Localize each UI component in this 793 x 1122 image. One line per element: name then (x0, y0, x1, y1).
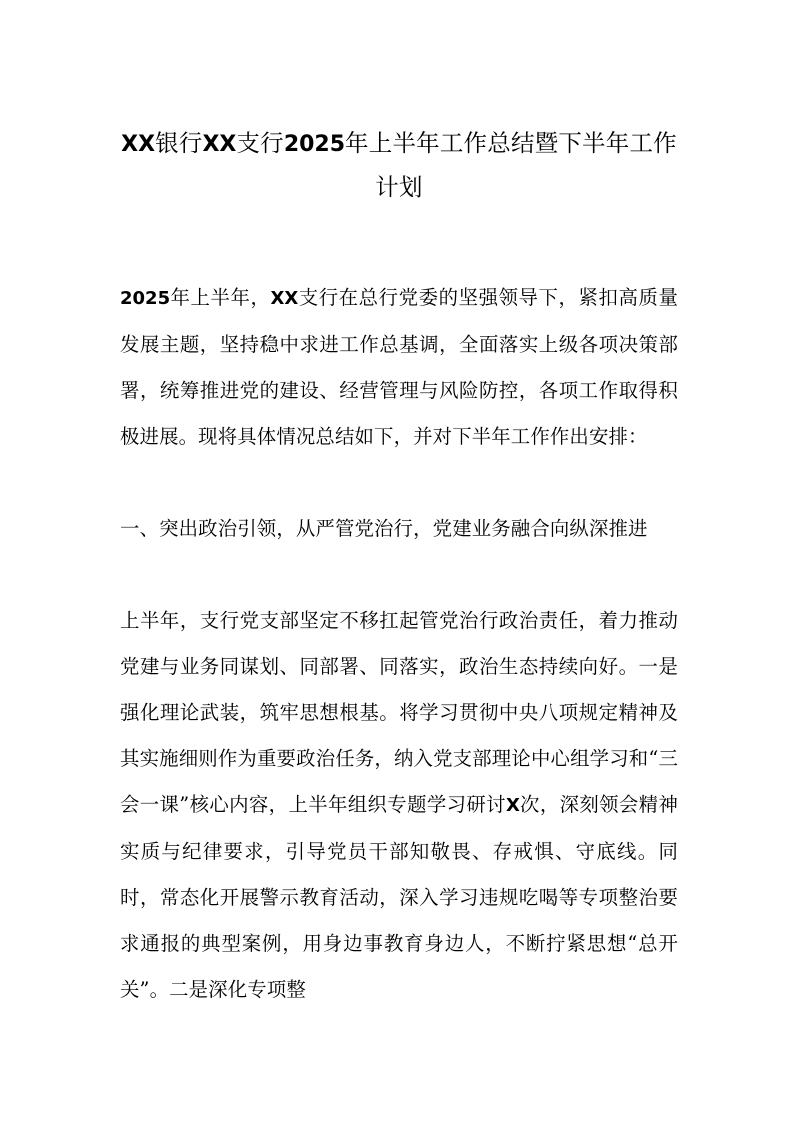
latin-run: XX (202, 132, 237, 157)
spacer-after-intro (120, 460, 678, 506)
page-title: XX银行XX支行2025年上半年工作总结暨下半年工作计划 (121, 129, 677, 201)
latin-run: 2025 (120, 288, 171, 309)
latin-run: XX (270, 288, 299, 309)
latin-run: 2025 (283, 132, 346, 157)
document-content (120, 0, 678, 1013)
intro-paragraph: 2025年上半年，XX支行在总行党委的坚强领导下，紧扣高质量发展主题，坚持稳中求进工作总基调，全面落实上级各项决策部署，统筹推进党的建设、经营管理与风险防控，各项工作取得积极进展。现将具体情况总结如下，并对下半年工作作出安排： (120, 286, 679, 448)
spacer-after-heading-1 (120, 552, 678, 598)
latin-run: X (505, 795, 520, 816)
latin-run: XX (121, 132, 156, 157)
spacer-after-title (120, 209, 678, 275)
section-heading-1: 一、突出政治引领，从严管党治行，党建业务融合向纵深推进 (120, 517, 648, 540)
section-1-body: 上半年，支行党支部坚定不移扛起管党治行政治责任，着力推动党建与业务同谋划、同部署、同落实，政治生态持续向好。一是强化理论武装，筑牢思想根基。将学习贯彻中央八项规定精神及其实施细则作为重要政治任务，纳入党支部理论中心组学习和“三会一课”核心内容，上半年组织专题学习研讨X次，深刻领会精神实质与纪律要求，引导党员干部知敬畏、存戒惧、守底线。同时，常态化开展警示教育活动，深入学习违规吃喝等专项整治要求通报的典型案例，用身边事教育身边人，不断拧紧思想“总开关”。二是深化专项整 (120, 609, 678, 1001)
